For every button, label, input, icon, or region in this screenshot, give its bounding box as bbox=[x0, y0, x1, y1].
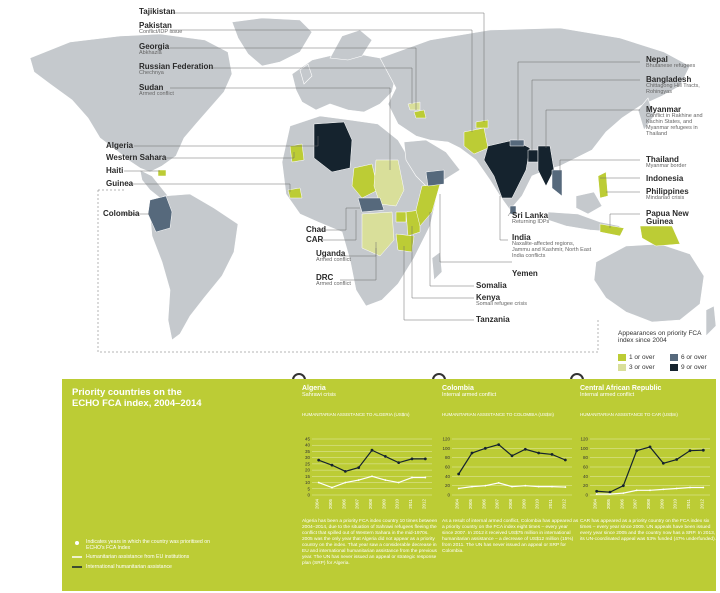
swatch-icon bbox=[670, 354, 678, 361]
y-tick-label: 0 bbox=[447, 492, 450, 498]
y-tick-label: 15 bbox=[304, 473, 310, 479]
data-point bbox=[471, 452, 474, 455]
data-point bbox=[564, 486, 566, 488]
y-tick-label: 0 bbox=[307, 492, 310, 498]
series-international-line bbox=[459, 445, 566, 474]
legend-item-1: 1 or over bbox=[618, 354, 655, 361]
data-point bbox=[424, 458, 427, 461]
label-indonesia: Indonesia bbox=[646, 174, 684, 183]
label-uganda: Uganda Armed conflict bbox=[316, 249, 351, 264]
label-myanmar: Myanmar Conflict in Rakhine and Kachin States, and Myanmar refugees in Thailand bbox=[646, 105, 703, 137]
series-international-line bbox=[597, 447, 704, 492]
label-yemen: Yemen bbox=[512, 269, 538, 278]
data-point bbox=[564, 459, 567, 462]
philippines-region bbox=[598, 172, 608, 198]
data-point bbox=[484, 447, 487, 450]
legend-title: Appearances on priority FCA index since 2004 bbox=[618, 330, 702, 345]
label-guinea: Guinea bbox=[106, 179, 134, 188]
x-tick-label: 2006 bbox=[619, 499, 625, 510]
key-intl: International humanitarian assistance bbox=[86, 564, 172, 570]
y-tick-label: 45 bbox=[304, 436, 310, 442]
x-tick-label: 2007 bbox=[494, 499, 500, 510]
data-point bbox=[622, 484, 625, 487]
chart-colombia bbox=[438, 435, 576, 515]
y-tick-label: 0 bbox=[585, 492, 588, 498]
panel-title: Priority countries on the ECHO FCA index, 2004–2014 bbox=[72, 387, 202, 410]
data-point bbox=[702, 487, 704, 489]
data-point bbox=[411, 477, 413, 479]
data-point bbox=[497, 443, 500, 446]
y-tick-label: 60 bbox=[444, 464, 450, 470]
x-tick-label: 2011 bbox=[548, 499, 553, 509]
y-tick-label: 5 bbox=[307, 486, 310, 492]
x-tick-label: 2010 bbox=[672, 499, 678, 510]
x-tick-label: 2008 bbox=[368, 499, 373, 510]
y-tick-label: 40 bbox=[304, 442, 310, 448]
x-tick-label: 2005 bbox=[328, 499, 333, 510]
data-point bbox=[498, 482, 500, 484]
data-point bbox=[397, 461, 400, 464]
x-tick-label: 2011 bbox=[686, 499, 691, 509]
label-russia: Russian Federation Chechnya bbox=[139, 62, 214, 77]
western-sahara-region bbox=[290, 144, 304, 162]
greenland-shape bbox=[232, 18, 312, 66]
label-georgia: Georgia Abkhazia bbox=[139, 42, 170, 57]
label-colombia: Colombia bbox=[103, 209, 140, 218]
data-point bbox=[551, 453, 554, 456]
data-point bbox=[689, 487, 691, 489]
x-tick-label: 2006 bbox=[341, 499, 347, 510]
data-point bbox=[398, 482, 400, 484]
data-point bbox=[702, 449, 705, 452]
data-point bbox=[471, 486, 473, 488]
data-point bbox=[484, 485, 486, 487]
label-chad: Chad bbox=[306, 225, 326, 234]
data-point bbox=[609, 493, 611, 495]
label-png: Papua New Guinea bbox=[646, 209, 689, 227]
data-point bbox=[511, 454, 514, 457]
yemen-region bbox=[426, 170, 444, 186]
data-point bbox=[635, 449, 638, 452]
label-india: India Naxalite-affected regions, Jammu and Kashmir, North East India conflicts bbox=[512, 233, 592, 259]
chart-car bbox=[576, 435, 714, 515]
data-point bbox=[662, 462, 665, 465]
y-tick-label: 120 bbox=[442, 436, 450, 442]
x-tick-label: 2008 bbox=[646, 499, 651, 510]
y-tick-label: 100 bbox=[442, 445, 450, 451]
data-point bbox=[622, 492, 624, 494]
data-point bbox=[662, 489, 664, 491]
desc-colombia: As a result of internal armed conflict, Colombia has appeared as a priority country on the FCA index eight times – every year since 2007. In 2012 it received US$75 million in international humanitarian assistance – a decrease of US$12 million (15%) from 2011. The UN has never issued an appeal or SRP for Colombia. bbox=[442, 519, 579, 554]
y-tick-label: 20 bbox=[582, 483, 588, 489]
label-somalia: Somalia bbox=[476, 281, 507, 290]
data-point bbox=[371, 475, 373, 477]
madagascar-shape bbox=[432, 252, 442, 280]
data-point bbox=[689, 449, 692, 452]
x-tick-label: 2009 bbox=[521, 499, 527, 510]
x-tick-label: 2006 bbox=[481, 499, 487, 510]
x-tick-label: 2008 bbox=[508, 499, 513, 510]
borneo-shape bbox=[576, 192, 602, 214]
data-point bbox=[411, 458, 414, 461]
thailand-region bbox=[552, 170, 562, 196]
label-kenya: Kenya Somali refugee crisis bbox=[476, 293, 528, 308]
x-tick-label: 2009 bbox=[381, 499, 387, 510]
label-philippines: Philippines Mindanao crisis bbox=[646, 187, 689, 202]
priority-panel bbox=[62, 379, 716, 591]
desc-algeria: Algeria has been a priority FCA index country 10 times between 2004–2014, due to the situation of Sahrawi refugees fleeing the conflict that spilled out of Western Sahara in the mid-1970s. 2005 was the only year that Algeria did not appear as a priority country on the index. That year saw a considerable decrease in EU and international humanitarian assistance from the previous year. The UN has never issued an appeal or strategic response plan (SRP) for Algeria. bbox=[302, 519, 438, 566]
nepal-region bbox=[510, 140, 524, 146]
label-sri-lanka: Sri Lanka Returning IDPs bbox=[512, 211, 550, 226]
y-tick-label: 100 bbox=[580, 445, 588, 451]
country-algeria: Algeria Sahrawi crisis HUMANITARIAN ASSISTANCE TO ALGERIA (US$m) bbox=[302, 385, 410, 417]
y-tick-label: 40 bbox=[444, 473, 450, 479]
x-tick-label: 2004 bbox=[454, 499, 460, 510]
x-tick-label: 2007 bbox=[354, 499, 360, 510]
europe-shape bbox=[292, 52, 396, 112]
data-point bbox=[331, 464, 334, 467]
label-drc: DRC Armed conflict bbox=[316, 273, 351, 288]
swatch-icon bbox=[618, 354, 626, 361]
y-tick-label: 25 bbox=[304, 461, 310, 467]
label-haiti: Haiti bbox=[106, 166, 124, 175]
label-car: CAR bbox=[306, 235, 324, 244]
x-tick-label: 2012 bbox=[561, 499, 567, 510]
png-region bbox=[640, 226, 680, 246]
data-point bbox=[318, 482, 320, 484]
label-sudan: Sudan Armed conflict bbox=[139, 83, 174, 98]
data-point bbox=[344, 482, 346, 484]
bangladesh-region bbox=[528, 150, 538, 162]
label-bangladesh: Bangladesh Chittagong Hill Tracts, Rohingyas bbox=[646, 75, 700, 96]
country-car: Central African Republic Internal armed conflict HUMANITARIAN ASSISTANCE TO CAR (US$m) bbox=[580, 385, 678, 417]
key-marker: Indicates years in which the country was prioritised on ECHO's FCA Index bbox=[86, 539, 210, 551]
north-america-shape bbox=[30, 34, 232, 172]
data-point bbox=[524, 485, 526, 487]
swatch-icon bbox=[618, 364, 626, 371]
data-point bbox=[357, 466, 360, 469]
marker-key-icon bbox=[75, 541, 79, 545]
data-point bbox=[675, 458, 678, 461]
x-tick-label: 2012 bbox=[699, 499, 705, 510]
x-tick-label: 2009 bbox=[659, 499, 665, 510]
data-point bbox=[636, 489, 638, 491]
data-point bbox=[676, 488, 678, 490]
x-tick-label: 2005 bbox=[606, 499, 611, 510]
tanzania-region bbox=[396, 234, 414, 252]
x-tick-label: 2004 bbox=[314, 499, 320, 510]
data-point bbox=[511, 486, 513, 488]
label-nepal: Nepal Bhutanese refugees bbox=[646, 55, 696, 70]
data-point bbox=[649, 489, 651, 491]
desc-car: CAR has appeared as a priority country on the FCA index six times – every year since 2009. UN appeals have been issued every year since 2005 and the country now has a SRP. In 2013, its UN-coordinated appeal was 53% funded (47% underfunded). bbox=[580, 519, 716, 542]
data-point bbox=[649, 446, 652, 449]
data-point bbox=[595, 490, 598, 493]
data-point bbox=[331, 487, 333, 489]
country-colombia: Colombia Internal armed conflict HUMANITARIAN ASSISTANCE TO COLOMBIA (US$m) bbox=[442, 385, 554, 417]
label-pakistan: Pakistan Conflict/IDP issue bbox=[139, 21, 183, 36]
data-point bbox=[524, 448, 527, 451]
label-algeria: Algeria bbox=[106, 141, 134, 150]
swatch-icon bbox=[670, 364, 678, 371]
data-point bbox=[596, 493, 598, 495]
y-tick-label: 20 bbox=[444, 483, 450, 489]
data-point bbox=[384, 479, 386, 481]
uganda-region bbox=[396, 212, 406, 222]
legend-item-3: 3 or over bbox=[618, 364, 655, 371]
y-tick-label: 10 bbox=[304, 480, 310, 486]
x-tick-label: 2004 bbox=[592, 499, 598, 510]
chart-key-symbols bbox=[72, 539, 84, 579]
data-point bbox=[344, 470, 347, 473]
label-tajikistan: Tajikistan bbox=[139, 7, 176, 16]
label-thailand: Thailand Myanmar border bbox=[646, 155, 687, 170]
data-point bbox=[384, 455, 387, 458]
data-point bbox=[537, 452, 540, 455]
data-point bbox=[358, 479, 360, 481]
map-legend bbox=[618, 330, 718, 344]
australia-shape bbox=[594, 244, 704, 322]
y-tick-label: 80 bbox=[444, 455, 450, 461]
x-tick-label: 2007 bbox=[632, 499, 638, 510]
x-tick-label: 2011 bbox=[408, 499, 413, 509]
y-tick-label: 120 bbox=[580, 436, 588, 442]
legend-item-9: 9 or over bbox=[670, 364, 707, 371]
legend-item-6: 6 or over bbox=[670, 354, 707, 361]
label-tanzania: Tanzania bbox=[476, 315, 510, 324]
data-point bbox=[371, 449, 374, 452]
label-western-sahara: Western Sahara bbox=[106, 153, 167, 162]
car-region bbox=[358, 198, 384, 212]
data-point bbox=[457, 473, 460, 476]
x-tick-label: 2010 bbox=[534, 499, 540, 510]
data-point bbox=[317, 459, 320, 462]
series-international-line bbox=[319, 450, 426, 471]
x-tick-label: 2012 bbox=[421, 499, 427, 510]
chart-algeria bbox=[298, 435, 436, 515]
y-tick-label: 40 bbox=[582, 473, 588, 479]
data-point bbox=[551, 486, 553, 488]
y-tick-label: 80 bbox=[582, 455, 588, 461]
y-tick-label: 20 bbox=[304, 467, 310, 473]
data-point bbox=[458, 488, 460, 490]
y-tick-label: 60 bbox=[582, 464, 588, 470]
y-tick-label: 30 bbox=[304, 455, 310, 461]
y-tick-label: 35 bbox=[304, 448, 310, 454]
x-tick-label: 2005 bbox=[468, 499, 473, 510]
series-eu-line bbox=[319, 476, 426, 487]
x-tick-label: 2010 bbox=[394, 499, 400, 510]
data-point bbox=[424, 477, 426, 479]
key-eu: Humanitarian assistance from EU institutions bbox=[86, 554, 190, 560]
data-point bbox=[538, 486, 540, 488]
